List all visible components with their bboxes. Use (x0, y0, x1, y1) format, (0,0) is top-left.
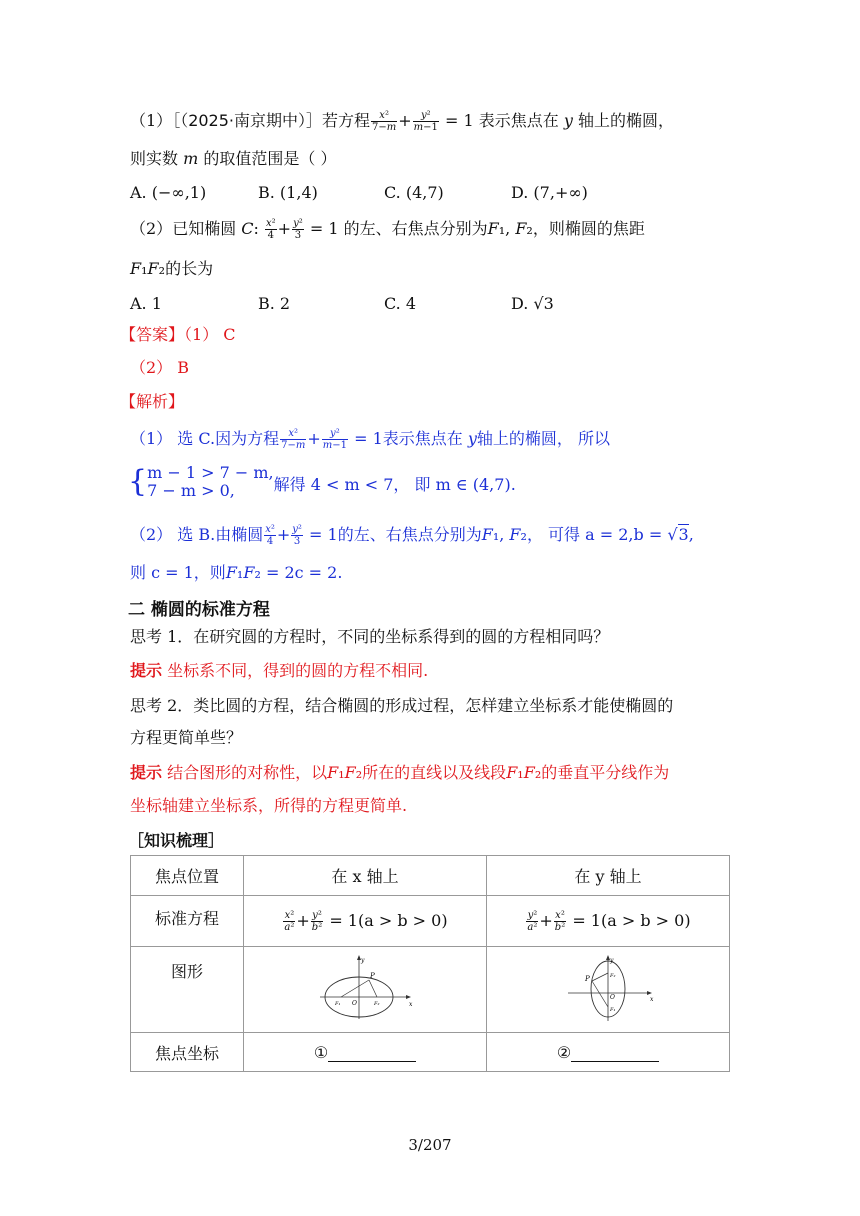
cell-label: 焦点位置 (131, 856, 244, 896)
knowledge-title: ［知识梳理］ (128, 831, 225, 850)
cell-std-x: $\frac{\text{x²}}{\text{a²}}$ + $\frac{\text{y²}}{\text{b²}}$ = 1(a > b > 0) (244, 896, 487, 947)
table-row (131, 856, 730, 896)
cell-figure-y (487, 947, 730, 1033)
answer-line1: 【答案】（1） C (120, 325, 236, 344)
ellipse-x-diagram (315, 953, 415, 1023)
q2-options (130, 293, 730, 315)
analysis-p1: （1） 选 C.因为方程 $\frac{\text{x²}}{7-m}$ + $\frac{\text{y²}}{m-1}$ = 1表示焦点在 y轴上的椭圆， 所以 (130, 428, 610, 451)
q2-line1: （2）已知椭圆 C: $\frac{\text{x²}}{4}$ + $\frac{\text{y²}}{3}$ = 1 的左、右焦点分别为F₁, F₂，则椭圆的焦距 (130, 218, 645, 241)
knowledge-table (130, 855, 730, 1072)
cell-label: 标准方程 (131, 896, 244, 947)
table-row (131, 896, 730, 947)
analysis-system: { m − 1 > 7 − m, 7 − m > 0, 解得 4 < m < 7， 即 m ∈ (4,7). (128, 463, 516, 500)
page-number: 3/207 (408, 1136, 452, 1154)
analysis-p2-line2: 则 c = 1，则F₁F₂ = 2c = 2. (130, 563, 343, 582)
answer-line2: （2） B (130, 358, 190, 377)
fraction: $\frac{\text{x²}}{7-m}$ (372, 110, 397, 133)
option-b[interactable]: B. 2 (258, 294, 291, 313)
svg-text:F₁: F₁ (610, 1006, 616, 1013)
fraction: $\frac{\text{y²}}{m-1}$ (322, 428, 347, 451)
section-title: 二 椭圆的标准方程 (128, 600, 270, 620)
analysis-label: 【解析】 (120, 392, 185, 411)
svg-text:O: O (352, 999, 357, 1007)
cell-coord-y: ② (487, 1033, 730, 1072)
think-1: 思考 1．在研究圆的方程时，不同的坐标系得到的圆的方程相同吗？ (130, 627, 610, 646)
cell-y-axis: 在 y 轴上 (487, 856, 730, 896)
option-c[interactable]: C. 4 (384, 294, 417, 313)
svg-text:P: P (585, 974, 590, 983)
svg-text:x: x (409, 1000, 413, 1008)
svg-text:F₂: F₂ (610, 972, 616, 979)
svg-text:y: y (361, 956, 365, 964)
cell-figure-x (244, 947, 487, 1033)
think-2-line1: 思考 2．类比圆的方程，结合椭圆的形成过程，怎样建立坐标系才能使椭圆的 (130, 696, 674, 715)
cell-x-axis: 在 x 轴上 (244, 856, 487, 896)
fraction: $\frac{\text{y²}}{3}$ (293, 218, 303, 241)
fraction: $\frac{\text{y²}}{3}$ (292, 524, 302, 547)
option-d[interactable]: D. √3 (511, 294, 554, 313)
option-d[interactable]: D. (7,+∞) (511, 183, 588, 202)
q1-line2: 则实数 m 的取值范围是（ ） (130, 149, 337, 168)
hint-1: 提示 坐标系不同，得到的圆的方程不相同. (130, 661, 429, 680)
option-a[interactable]: A. (−∞,1) (130, 183, 207, 202)
option-c[interactable]: C. (4,7) (384, 183, 444, 202)
fraction: $\frac{\text{x²}}{7-m}$ (281, 428, 306, 451)
ellipse-y-diagram (558, 953, 658, 1023)
cell-label: 焦点坐标 (131, 1033, 244, 1072)
blank-answer-1[interactable] (328, 1045, 416, 1062)
q1-line1: （1）［（2025·南京期中）］若方程 $\frac{\text{x²}}{7-m}$ + $\frac{\text{y²}}{m-1}$ = 1 表示焦点在 y 轴上的椭圆， (130, 110, 674, 133)
fraction: $\frac{\text{x²}}{4}$ (265, 524, 275, 547)
svg-text:O: O (610, 993, 615, 1001)
svg-text:P: P (370, 971, 375, 980)
think-2-line2: 方程更简单些？ (130, 728, 243, 747)
cell-std-y: $\frac{\text{y²}}{\text{a²}}$ + $\frac{\text{x²}}{\text{b²}}$ = 1(a > b > 0) (487, 896, 730, 947)
table-row (131, 1033, 730, 1072)
analysis-p2: （2） 选 B.由椭圆 $\frac{\text{x²}}{4}$ + $\frac{\text{y²}}{3}$ = 1的左、右焦点分别为F₁, F₂， 可得 a = 2,b = √3, (130, 524, 694, 547)
cell-label: 图形 (131, 947, 244, 1033)
svg-text:y: y (610, 956, 614, 964)
hint-2-line2: 坐标轴建立坐标系，所得的方程更简单. (130, 796, 408, 815)
cell-coord-x: ① (244, 1033, 487, 1072)
option-a[interactable]: A. 1 (130, 294, 162, 313)
q1-options (130, 182, 730, 204)
blank-answer-2[interactable] (571, 1045, 659, 1062)
table-row (131, 947, 730, 1033)
hint-2-line1: 提示 结合图形的对称性，以F₁F₂所在的直线以及线段F₁F₂的垂直平分线作为 (130, 763, 670, 782)
option-b[interactable]: B. (1,4) (258, 183, 318, 202)
fraction: $\frac{\text{x²}}{4}$ (266, 218, 276, 241)
q2-line2: F₁F₂的长为 (130, 259, 214, 278)
fraction: $\frac{\text{y²}}{m-1}$ (413, 110, 438, 133)
svg-text:x: x (650, 995, 654, 1003)
svg-text:F₁: F₁ (335, 1000, 341, 1007)
svg-text:F₂: F₂ (374, 1000, 380, 1007)
